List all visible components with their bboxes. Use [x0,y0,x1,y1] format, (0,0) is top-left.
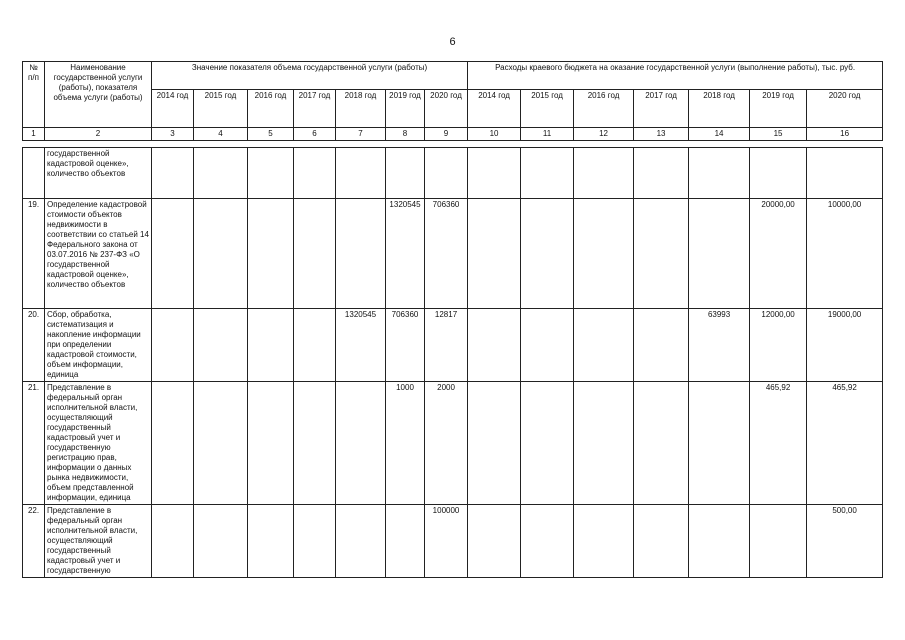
column-number: 15 [750,128,807,141]
budget-value [468,199,521,309]
budget-value: 10000,00 [807,199,883,309]
volume-value: 1320545 [336,309,386,382]
column-number: 16 [807,128,883,141]
budget-value [574,505,634,578]
services-table [22,61,883,578]
budget-value [689,199,750,309]
budget-value [750,505,807,578]
volume-value [336,382,386,505]
header-volume-year: 2018 год [336,90,386,128]
volume-value [248,505,294,578]
volume-value: 1000 [386,382,425,505]
budget-value [574,199,634,309]
column-number: 7 [336,128,386,141]
table-row [23,382,883,505]
table-row [23,309,883,382]
budget-value [468,309,521,382]
budget-value [521,148,574,199]
volume-value [336,148,386,199]
volume-value [152,309,194,382]
table-row [23,199,883,309]
row-number: 19. [23,199,45,309]
row-name: Определение кадастровой стоимости объектов недвижимости в соответствии со статьей 14 Федерального закона от 03.07.2016 № 237-ФЗ «О государственной кадастровой оценке», количество объектов [45,199,152,309]
budget-value: 63993 [689,309,750,382]
row-name: Сбор, обработка, систематизация и накопление информации при определении кадастровой стоимости, объем информации, единица [45,309,152,382]
column-number: 6 [294,128,336,141]
header-volume-year: 2016 год [248,90,294,128]
table-row [23,505,883,578]
budget-value [634,309,689,382]
header-budget-year: 2016 год [574,90,634,128]
volume-value: 2000 [425,382,468,505]
volume-value: 12817 [425,309,468,382]
volume-value [248,382,294,505]
volume-value [194,148,248,199]
budget-value [634,382,689,505]
volume-value: 100000 [425,505,468,578]
budget-value [574,382,634,505]
header-budget-year: 2014 год [468,90,521,128]
header-num: № п/п [23,62,45,128]
header-volume-year: 2015 год [194,90,248,128]
column-number: 5 [248,128,294,141]
header-budget-year: 2015 год [521,90,574,128]
page-number: 6 [449,36,456,48]
budget-value: 20000,00 [750,199,807,309]
budget-value [521,199,574,309]
budget-value: 500,00 [807,505,883,578]
volume-value [194,382,248,505]
column-number: 12 [574,128,634,141]
volume-value [152,199,194,309]
budget-value [521,505,574,578]
header-budget-year: 2019 год [750,90,807,128]
column-number: 13 [634,128,689,141]
budget-value: 12000,00 [750,309,807,382]
volume-value [152,148,194,199]
volume-value [248,199,294,309]
column-number: 3 [152,128,194,141]
row-number: 21. [23,382,45,505]
budget-value: 465,92 [750,382,807,505]
column-number: 2 [45,128,152,141]
volume-value: 706360 [386,309,425,382]
volume-value [336,199,386,309]
volume-value [294,148,336,199]
volume-value [152,505,194,578]
volume-value [386,148,425,199]
header-budget-year: 2020 год [807,90,883,128]
budget-value: 19000,00 [807,309,883,382]
row-name: Представление в федеральный орган исполнительной власти, осуществляющий государственный кадастровый учет и государственную регистрацию прав, информации о данных рынка недвижимости, объем представленной информации, единица [45,382,152,505]
volume-value [294,199,336,309]
column-number: 10 [468,128,521,141]
header-name: Наименование государственной услуги (работы), показателя объема услуги (работы) [45,62,152,128]
row-number [23,148,45,199]
volume-value [294,382,336,505]
budget-value [468,505,521,578]
header-volume-year: 2020 год [425,90,468,128]
budget-value [634,505,689,578]
budget-value [574,309,634,382]
volume-value: 1320545 [386,199,425,309]
budget-value [574,148,634,199]
budget-value [468,148,521,199]
column-number: 8 [386,128,425,141]
budget-value [521,382,574,505]
volume-value [194,309,248,382]
volume-value [194,505,248,578]
budget-value [634,148,689,199]
header-volume-year: 2014 год [152,90,194,128]
volume-value [248,148,294,199]
volume-value [194,199,248,309]
row-name: государственной кадастровой оценке», количество объектов [45,148,152,199]
volume-value [152,382,194,505]
volume-value [425,148,468,199]
header-volume-group: Значение показателя объема государственной услуги (работы) [152,62,468,90]
column-number: 4 [194,128,248,141]
row-number: 20. [23,309,45,382]
budget-value [807,148,883,199]
column-number: 14 [689,128,750,141]
table-row [23,148,883,199]
header-volume-year: 2019 год [386,90,425,128]
row-name: Представление в федеральный орган исполнительной власти, осуществляющий государственный кадастровый учет и государственную [45,505,152,578]
row-number: 22. [23,505,45,578]
budget-value [521,309,574,382]
volume-value [294,309,336,382]
budget-value [634,199,689,309]
column-numbers-row [23,128,883,141]
header-budget-group: Расходы краевого бюджета на оказание государственной услуги (выполнение работы), тыс. руб. [468,62,883,90]
budget-value [750,148,807,199]
header-budget-year: 2018 год [689,90,750,128]
volume-value [336,505,386,578]
volume-value: 706360 [425,199,468,309]
header-volume-year: 2017 год [294,90,336,128]
column-number: 1 [23,128,45,141]
budget-value [689,505,750,578]
volume-value [294,505,336,578]
header-budget-year: 2017 год [634,90,689,128]
budget-value [689,148,750,199]
column-number: 11 [521,128,574,141]
budget-value [468,382,521,505]
budget-value: 465,92 [807,382,883,505]
budget-value [689,382,750,505]
column-number: 9 [425,128,468,141]
header-years-row [23,90,883,128]
volume-value [386,505,425,578]
volume-value [248,309,294,382]
